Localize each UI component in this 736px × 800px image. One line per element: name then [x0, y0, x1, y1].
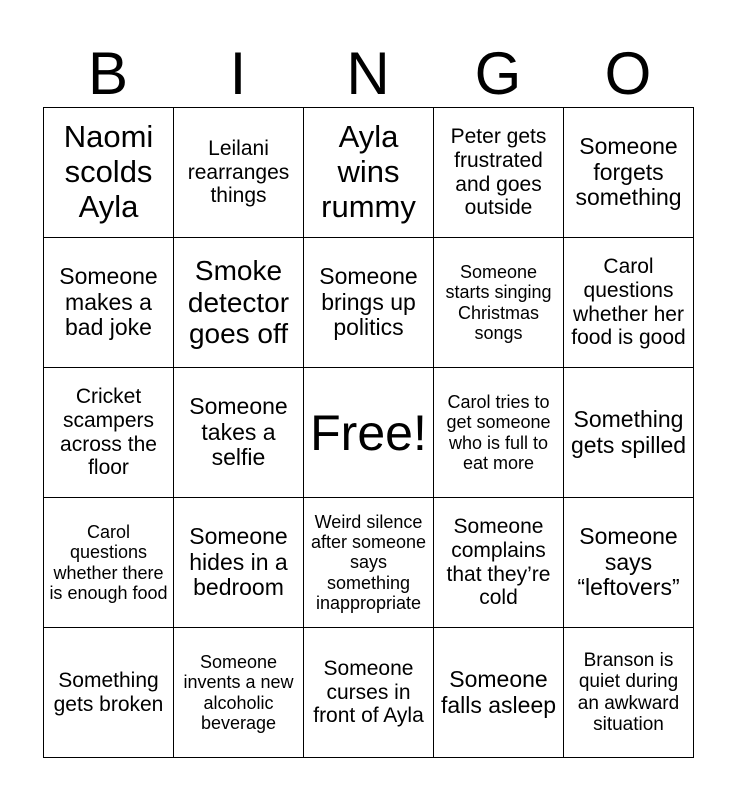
bingo-square[interactable]: Someone hides in a bedroom [174, 498, 304, 628]
bingo-square[interactable]: Carol tries to get someone who is full to eat more [434, 368, 564, 498]
bingo-square[interactable]: Carol questions whether there is enough food [44, 498, 174, 628]
bingo-square[interactable]: Cricket scampers across the floor [44, 368, 174, 498]
bingo-square[interactable]: Someone complains that they’re cold [434, 498, 564, 628]
board-row [44, 628, 694, 758]
header-letter-i: I [229, 40, 247, 107]
bingo-square[interactable]: Branson is quiet during an awkward situation [564, 628, 694, 758]
bingo-header [43, 40, 693, 108]
header-letter-n: N [346, 40, 390, 107]
board-row [44, 238, 694, 368]
header-letter-g: G [474, 40, 522, 107]
bingo-square[interactable]: Someone takes a selfie [174, 368, 304, 498]
bingo-square[interactable]: Someone says “leftovers” [564, 498, 694, 628]
board-row [44, 368, 694, 498]
board-row [44, 108, 694, 238]
bingo-square[interactable]: Peter gets frustrated and goes outside [434, 108, 564, 238]
bingo-square[interactable]: Someone curses in front of Ayla [304, 628, 434, 758]
bingo-square[interactable]: Something gets broken [44, 628, 174, 758]
header-letter-b: B [87, 40, 129, 107]
bingo-square[interactable]: Someone starts singing Christmas songs [434, 238, 564, 368]
bingo-square[interactable]: Naomi scolds Ayla [44, 108, 174, 238]
bingo-square[interactable]: Someone brings up politics [304, 238, 434, 368]
bingo-square[interactable]: Someone falls asleep [434, 628, 564, 758]
bingo-square[interactable]: Smoke detector goes off [174, 238, 304, 368]
bingo-square[interactable]: Leilani rearranges things [174, 108, 304, 238]
bingo-square[interactable]: Weird silence after someone says something inappropriate [304, 498, 434, 628]
bingo-square[interactable]: Ayla wins rummy [304, 108, 434, 238]
bingo-square[interactable]: Someone invents a new alcoholic beverage [174, 628, 304, 758]
header-letter-o: O [604, 40, 652, 107]
board-row [44, 498, 694, 628]
bingo-square[interactable]: Carol questions whether her food is good [564, 238, 694, 368]
bingo-board [43, 107, 694, 758]
bingo-square[interactable]: Someone makes a bad joke [44, 238, 174, 368]
bingo-square[interactable]: Someone forgets something [564, 108, 694, 238]
free-space[interactable]: Free! [304, 368, 434, 498]
bingo-square[interactable]: Something gets spilled [564, 368, 694, 498]
